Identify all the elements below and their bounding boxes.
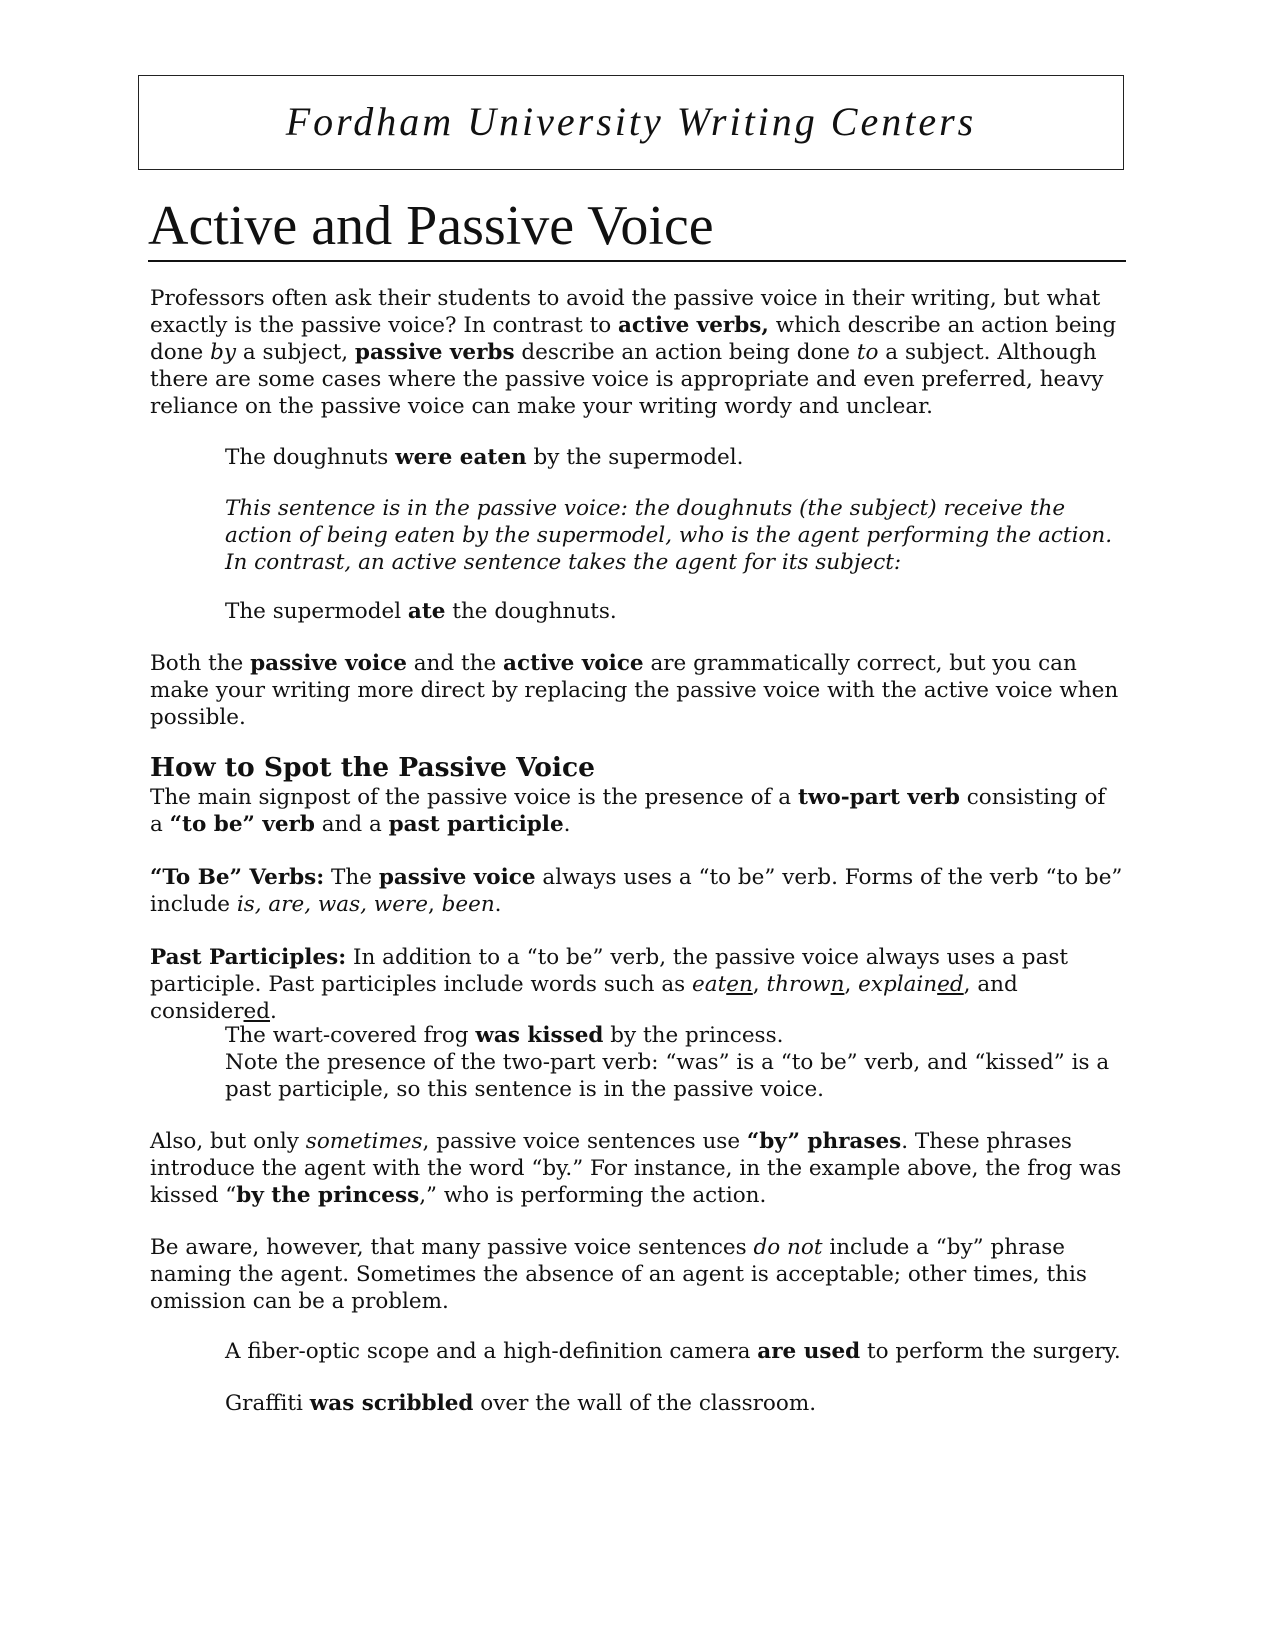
section-heading: How to Spot the Passive Voice <box>150 752 595 783</box>
example-passive-doughnuts: The doughnuts were eaten by the supermodel. <box>225 445 744 470</box>
intro-paragraph: Professors often ask their students to avoid the passive voice in their writing, but what exactly is the passive voice? In contrast to active verbs, which describe an action being done by a subject, passive verbs describe an action being done to a subject. Although there are some cases where the passive voice is appropriate and even preferred, heavy reliance on the passive voice can make your writing wordy and unclear. <box>150 286 1117 419</box>
header-box <box>138 75 1124 170</box>
absent-agent-paragraph: Be aware, however, that many passive voice sentences do not include a “by” phrase naming the agent. Sometimes the absence of an agent is acceptable; other times, this omission can be a problem. <box>150 1235 1087 1314</box>
comparison-paragraph: Both the passive voice and the active voice are grammatically correct, but you can make your writing more direct by replacing the passive voice with the active voice when possible. <box>150 651 1119 730</box>
example-active-doughnuts: The supermodel ate the doughnuts. <box>225 599 617 624</box>
past-participles-paragraph: Past Participles: In addition to a “to be” verb, the passive voice always uses a past participle. Past participles include words such as eaten, thrown, explained, and considered. <box>150 945 1069 1024</box>
example-surgery: A fiber-optic scope and a high-definition camera are used to perform the surgery. <box>225 1339 1121 1364</box>
header-title: Fordham University Writing Centers <box>285 99 977 144</box>
to-be-verbs-paragraph: “To Be” Verbs: The passive voice always uses a “to be” verb. Forms of the verb “to be” include is, are, was, were, been. <box>150 865 1123 917</box>
explanation-paragraph: This sentence is in the passive voice: the doughnuts (the subject) receive the action of being eaten by the supermodel, who is the agent performing the action. In contrast, an active sentence takes the agent for its subject: <box>225 496 1113 575</box>
frog-note: Note the presence of the two-part verb: “was” is a “to be” verb, and “kissed” is a past participle, so this sentence is in the passive voice. <box>225 1050 1110 1102</box>
example-frog: The wart-covered frog was kissed by the princess. Note the presence of the two-part verb: “was” is a “to be” verb, and “kissed” is a past participle, so this sentence is in the passive voice. <box>225 1023 1110 1102</box>
by-phrases-paragraph: Also, but only sometimes, passive voice sentences use “by” phrases. These phrases introduce the agent with the word “by.” For instance, in the example above, the frog was kissed “by the princess,” who is performing the action. <box>150 1129 1122 1208</box>
document-title: Active and Passive Voice <box>148 196 1126 262</box>
signpost-paragraph: The main signpost of the passive voice is the presence of a two-part verb consisting of a “to be” verb and a past participle. <box>150 785 1106 837</box>
example-graffiti: Graffiti was scribbled over the wall of the classroom. <box>225 1391 817 1416</box>
